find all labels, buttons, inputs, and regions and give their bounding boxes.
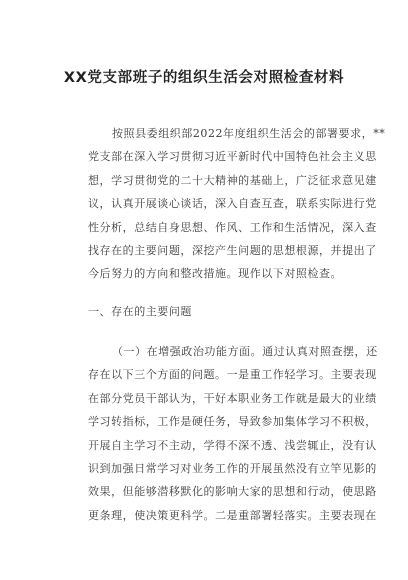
paragraph-line: 性分析，总结自身思想、作风、工作和生活情况，深入查 (88, 220, 377, 234)
section-heading: 一、存在的主要问题 (88, 305, 192, 318)
paragraph-line: 议，认真开展谈心谈话，深入自查互查，联系实际进行党 (88, 197, 377, 211)
paragraph-line: 想，学习贯彻党的二十大精神的基础上，广泛征求意见建 (88, 173, 377, 187)
paragraph-line: 学习转指标，工作是硬任务，导致参加集体学习不积极， (88, 415, 377, 429)
paragraph-line: 在部分党员干部认为，干好本职业务工作就是最大的业绩 (88, 391, 377, 405)
paragraph-line: 党支部在深入学习贯彻习近平新时代中国特色社会主义思 (88, 150, 377, 164)
paragraph-line: 今后努力的方向和整改措施。现作以下对照检查。 (88, 267, 343, 281)
paragraph-line: 识到加强日常学习对业务工作的开展虽然没有立竿见影的 (88, 461, 377, 475)
document-title: XX党支部班子的组织生活会对照检查材料 (63, 70, 345, 86)
paragraph-line: 找存在的主要问题，深挖产生问题的思想根源，并提出了 (88, 243, 377, 257)
paragraph-line: 按照县委组织部2022年度组织生活会的部署要求，** (112, 127, 386, 140)
body-paragraph (88, 340, 378, 527)
paragraph-line: 开展自主学习不主动，学得不深不透、浅尝辄止，没有认 (88, 438, 377, 452)
paragraph-line: 存在以下三个方面的问题。一是重工作轻学习。主要表现 (88, 368, 377, 382)
paragraph-line: 更条理，使决策更科学。二是重部署轻落实。主要表现在 (88, 508, 377, 522)
paragraph-line: 效果，但能够潜移默化的影响大家的思想和行动，使思路 (88, 485, 377, 499)
paragraph-line: （一）在增强政治功能方面。通过认真对照查摆，还 (112, 345, 378, 358)
intro-paragraph (88, 122, 386, 286)
